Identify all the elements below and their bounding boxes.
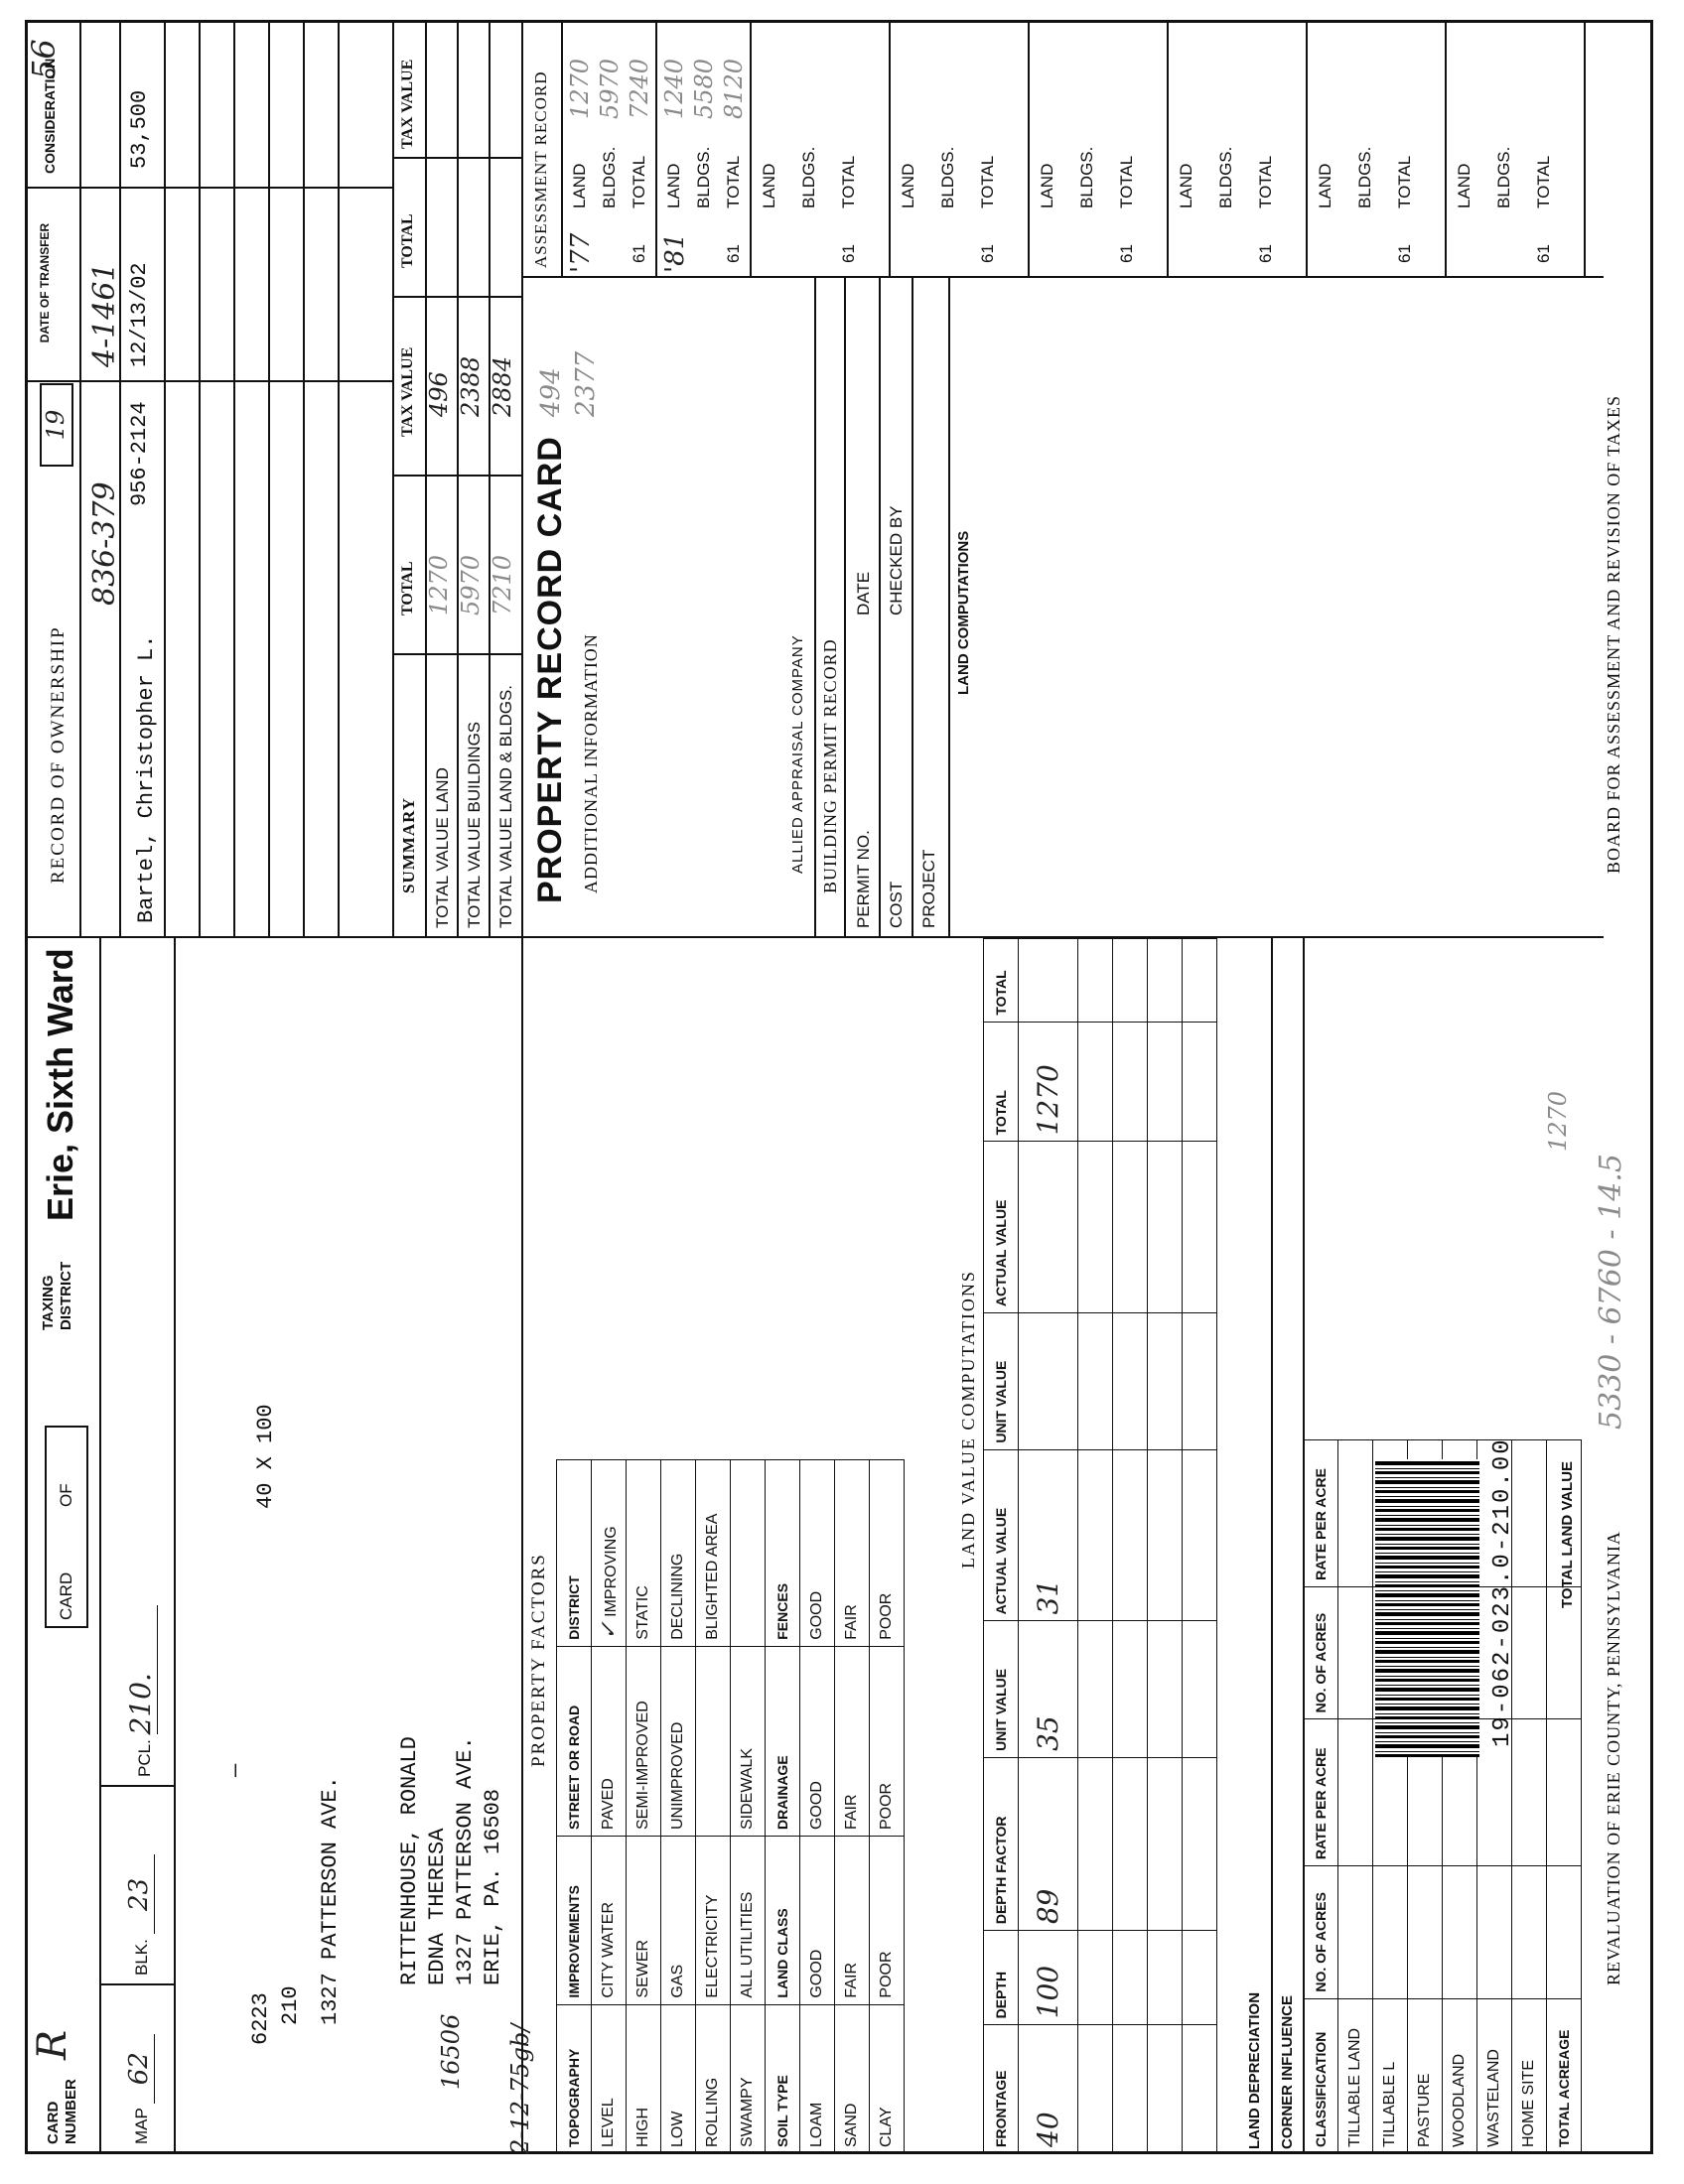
footer-right: BOARD FOR ASSESSMENT AND REVISION OF TAXES [1604,395,1623,874]
summary-row-3-tax: 2884 [489,355,516,417]
code-1: 6223 [248,1992,273,2045]
ownership-title: RECORD OF OWNERSHIP [48,625,69,884]
corner-box: 19 [40,383,73,467]
assessment-blank-bldgs: BLDGS. [938,146,957,208]
date-of-transfer-header: DATE OF TRANSFER [38,222,52,343]
assessment-year-1: '77 [566,232,596,273]
dimensions: 40 X 100 [253,1404,278,1509]
assessment-1-total: 7240 [626,58,653,119]
owner-line-4: ERIE, PA. 16508 [481,1788,505,1985]
assessment-blank-year-prefix: 61 [839,244,858,263]
assessment-divider [1445,20,1447,278]
assessment-divider [1167,20,1169,278]
cost-label: COST [887,881,906,928]
summary-row-3-label: TOTAL VALUE LAND & BLDGS. [496,684,515,928]
code-2: 210 [278,1985,303,2025]
dash: — [223,1763,248,1777]
page-number: 56 [25,39,63,79]
assessment-blank-total: TOTAL [1117,155,1136,208]
assessment-blank-land: LAND [899,163,917,208]
assessment-blank-bldgs: BLDGS. [1077,146,1096,208]
summary-row-1-tax: 496 [425,371,453,417]
land-computations-label: LAND COMPUTATIONS [955,530,972,695]
assessment-blank-land: LAND [1177,163,1195,208]
map-label: MAP 62 [124,2034,155,2144]
additional-info-label: ADDITIONAL INFORMATION [581,633,601,893]
assessment-divider [1028,20,1030,278]
summary-row-3-total: 7210 [489,554,516,615]
summary-row-2-tax: 2388 [457,355,485,417]
taxing-district-value: Erie, Sixth Ward [40,948,80,1221]
assessment-blank-land: LAND [1455,163,1474,208]
deed-1: 836-379 [87,481,122,606]
assessment-divider [1306,20,1308,278]
footer-hand-note: 5330 - 6760 - 14.5 [1594,1154,1628,1430]
summary-row-1-total: 1270 [425,554,453,615]
date-2: 12/13/02 [127,262,152,367]
acreage-table: CLASSIFICATION NO. OF ACRES RATE PER ACRE NO. OF ACRES RATE PER ACRE TILLABLE LAND TILLABLE L PASTURE WOODLAND WASTELAND HOME SITE TOTAL ACREAGE [1303,1439,1582,2154]
address: 1327 PATTERSON AVE. [318,1776,343,2025]
project-label: PROJECT [919,849,938,928]
property-factors-table: TOPOGRAPHY IMPROVEMENTS STREET OR ROAD DISTRICT LEVEL CITY WATER PAVED ✓ IMPROVING HIGH SEWER SEMI-IMPROVED STATIC LOW GAS UNIMPROVED DECLINING ROLLING ELECTRICITY BLIGHTED AREA SWAMPY ALL UTILITIES SIDEWALK SOIL TYPE LAND CLASS DRAINAGE FENCES LOAM GOOD GOOD GOOD SAND FAIR FAIR FAIR CLAY POOR POOR POOR [556,1459,905,2154]
barcode [1375,1459,1479,1757]
hand-right-2: 2377 [571,350,601,417]
consideration-header: CONSIDERATION [42,58,58,174]
hand-right-1: 494 [536,367,566,417]
summary-row-2-total: 5970 [457,554,485,615]
consideration-2: 53,500 [127,89,152,169]
building-permit-title: BUILDING PERMIT RECORD [820,638,840,893]
assessment-blank-bldgs: BLDGS. [1216,146,1235,208]
assessment-blank-land: LAND [1316,163,1334,208]
owner-line-1: RITTENHOUSE, RONALD [397,1736,422,1985]
total-land-value-hand: 1270 [1544,1090,1572,1152]
assessment-divider [889,20,891,278]
assessment-blank-total: TOTAL [978,155,997,208]
land-depreciation: LAND DEPRECIATION [1246,1991,1263,2149]
corner-influence: CORNER INFLUENCE [1279,1994,1296,2149]
assessment-2-bldgs-label: BLDGS. [694,146,713,208]
assessment-blank-total: TOTAL [1534,155,1553,208]
summary-tax-header: TAX VALUE [399,346,416,437]
card-number-value: R [30,2029,75,2060]
assessment-blank-total: TOTAL [839,155,858,208]
assessment-blank-bldgs: BLDGS. [1494,146,1513,208]
assessment-total-header: TOTAL [399,213,416,268]
assessment-blank-year-prefix: 61 [978,244,997,263]
property-factors-title: PROPERTY FACTORS [528,1553,549,1767]
assessment-blank-total: TOTAL [1395,155,1414,208]
date-1: 4-1461 [87,262,122,367]
taxing-district-label: TAXING DISTRICT [40,1261,74,1330]
assessment-divider [1584,20,1586,278]
summary-row-2-label: TOTAL VALUE BUILDINGS [465,721,484,928]
summary-title: SUMMARY [399,796,418,893]
hand-zip: 16506 [437,2013,465,2090]
total-land-value-label: TOTAL LAND VALUE [1559,1460,1576,1608]
assessment-blank-year-prefix: 61 [1534,244,1553,263]
assessment-1-land: 1270 [566,58,594,119]
assessment-1-land-label: LAND [570,163,589,208]
blk-label: BLK. 23 [124,1854,155,1976]
property-record-card-title: PROPERTY RECORD CARD [531,436,569,903]
summary-total-header: TOTAL [399,561,416,615]
parcel-id: 19-062-023.0-210.00 [1489,1437,1516,1747]
assessment-tax-header: TAX VALUE [399,59,416,149]
assessment-1-bldgs-label: BLDGS. [600,146,619,208]
assessment-blank-year-prefix: 61 [1256,244,1275,263]
owner-name-2: Bartel, Christopher L. [134,634,159,923]
appraisal-company: ALLIED APPRAISAL COMPANY [789,634,806,874]
owner-line-3: 1327 PATTERSON AVE. [453,1736,478,1985]
summary-row-1-label: TOTAL VALUE LAND [433,767,452,928]
assessment-2-land-label: LAND [664,163,683,208]
assessment-blank-total: TOTAL [1256,155,1275,208]
card-of-box: CARD OF [45,1426,88,1628]
date-label: DATE [854,571,873,615]
footer-left: REVALUATION OF ERIE COUNTY, PENNSYLVANIA [1604,1531,1623,1985]
card-number-label: CARD NUMBER [45,2079,79,2144]
assessment-2-land: 1240 [660,58,688,119]
checked-by-label: CHECKED BY [887,505,906,615]
assessment-record-title: ASSESSMENT RECORD [531,70,550,268]
assessment-2-year-prefix: 61 [724,244,743,263]
owner-line-2: EDNA THERESA [425,1828,450,1985]
land-value-title: LAND VALUE COMPUTATIONS [958,1270,978,1569]
assessment-1-bldgs: 5970 [596,58,624,119]
assessment-1-year-prefix: 61 [630,244,648,263]
assessment-blank-year-prefix: 61 [1117,244,1136,263]
assessment-2-bldgs: 5580 [690,58,718,119]
assessment-blank-land: LAND [760,163,778,208]
assessment-year-2: '81 [660,232,690,273]
assessment-2-total-label: TOTAL [724,155,743,208]
assessment-2-total: 8120 [720,58,748,119]
assessment-blank-bldgs: BLDGS. [799,146,818,208]
assessment-blank-land: LAND [1038,163,1056,208]
hand-date: 2-12-75gb/ [506,2023,534,2154]
permit-no-label: PERMIT NO. [854,830,873,928]
pcl-label: PCL. 210. [124,1605,158,1777]
assessment-1-total-label: TOTAL [630,155,648,208]
assessment-blank-bldgs: BLDGS. [1355,146,1374,208]
assessment-blank-year-prefix: 61 [1395,244,1414,263]
land-value-table: FRONTAGE DEPTH DEPTH FACTOR UNIT VALUE ACTUAL VALUE UNIT VALUE ACTUAL VALUE TOTAL TOTAL 40 100 89 35 31 1270 [983,938,1217,2154]
deed-2: 956-2124 [127,401,152,506]
